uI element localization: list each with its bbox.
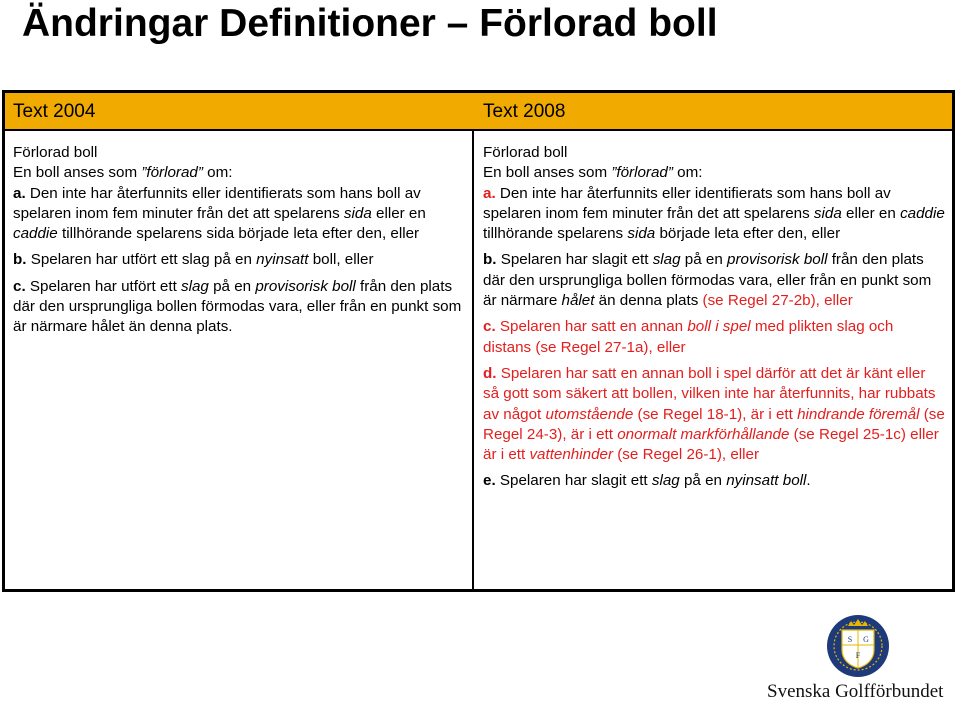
- clause-a-2004: a. Den inte har återfunnits eller identifierats som hans boll av spelaren inom fem minuter från det att spelarens sida eller en caddie tillhörande spelarens sida började leta efter den, eller: [13, 184, 426, 243]
- header-text-2008: Text 2008: [483, 101, 566, 122]
- comparison-table: [2, 90, 955, 592]
- column-2008: [483, 143, 945, 492]
- clause-e-2008: e. Spelaren har slagit ett slag på en nyinsatt boll.: [483, 472, 811, 490]
- column-divider: [472, 131, 474, 589]
- shield-letter-f: F: [855, 651, 861, 660]
- clause-b-2008: b. Spelaren har slagit ett slag på en provisorisk boll från den plats där den ursprungliga bollen förmodas vara, eller från en punkt som är närmare hålet än denna plats (se Regel 27-2b), eller: [483, 251, 932, 310]
- clause-c-2008: c. Spelaren har satt en annan boll i spel med plikten slag och distans (se Regel 27-1a), eller: [483, 318, 894, 356]
- table-header: [5, 93, 952, 131]
- intro-2004: En boll anses som ”förlorad” om:: [13, 164, 233, 182]
- header-text-2004: Text 2004: [13, 101, 96, 122]
- clause-a-2008: a. Den inte har återfunnits eller identifierats som hans boll av spelaren inom fem minuter från det att spelarens sida eller en caddie tillhörande spelarens sida började leta efter den, eller: [483, 184, 945, 243]
- clause-c-2004: c. Spelaren har utfört ett slag på en provisorisk boll från den plats där den ursprungliga bollen förmodas vara, eller från en punkt som är närmare hålet än denna plats.: [13, 277, 462, 336]
- brand-name: Svenska Golfförbundet: [767, 681, 944, 702]
- heading-2008: Förlorad boll: [483, 144, 568, 161]
- clause-d-2008: d. Spelaren har satt en annan boll i spel därför att det är känt eller så gott som säkert att bollen, vilken inte har återfunnits, har rubbats av något utomstående (se Regel 18-1), är i ett hindrande föremål (se Regel 24-3), är i ett onormalt markförhållande (se Regel 25-1c) eller är i ett vattenhinder (se Regel 26-1), eller: [483, 364, 945, 464]
- clause-b-2004: b. Spelaren har utfört ett slag på en nyinsatt boll, eller: [13, 251, 374, 269]
- intro-2008: En boll anses som ”förlorad” om:: [483, 164, 703, 182]
- shield-letter-s: S: [847, 635, 853, 644]
- column-2004: [13, 143, 465, 338]
- page-title: Ändringar Definitioner – Förlorad boll: [22, 2, 718, 45]
- heading-2004: Förlorad boll: [13, 144, 98, 161]
- shield-letter-g: G: [863, 635, 869, 644]
